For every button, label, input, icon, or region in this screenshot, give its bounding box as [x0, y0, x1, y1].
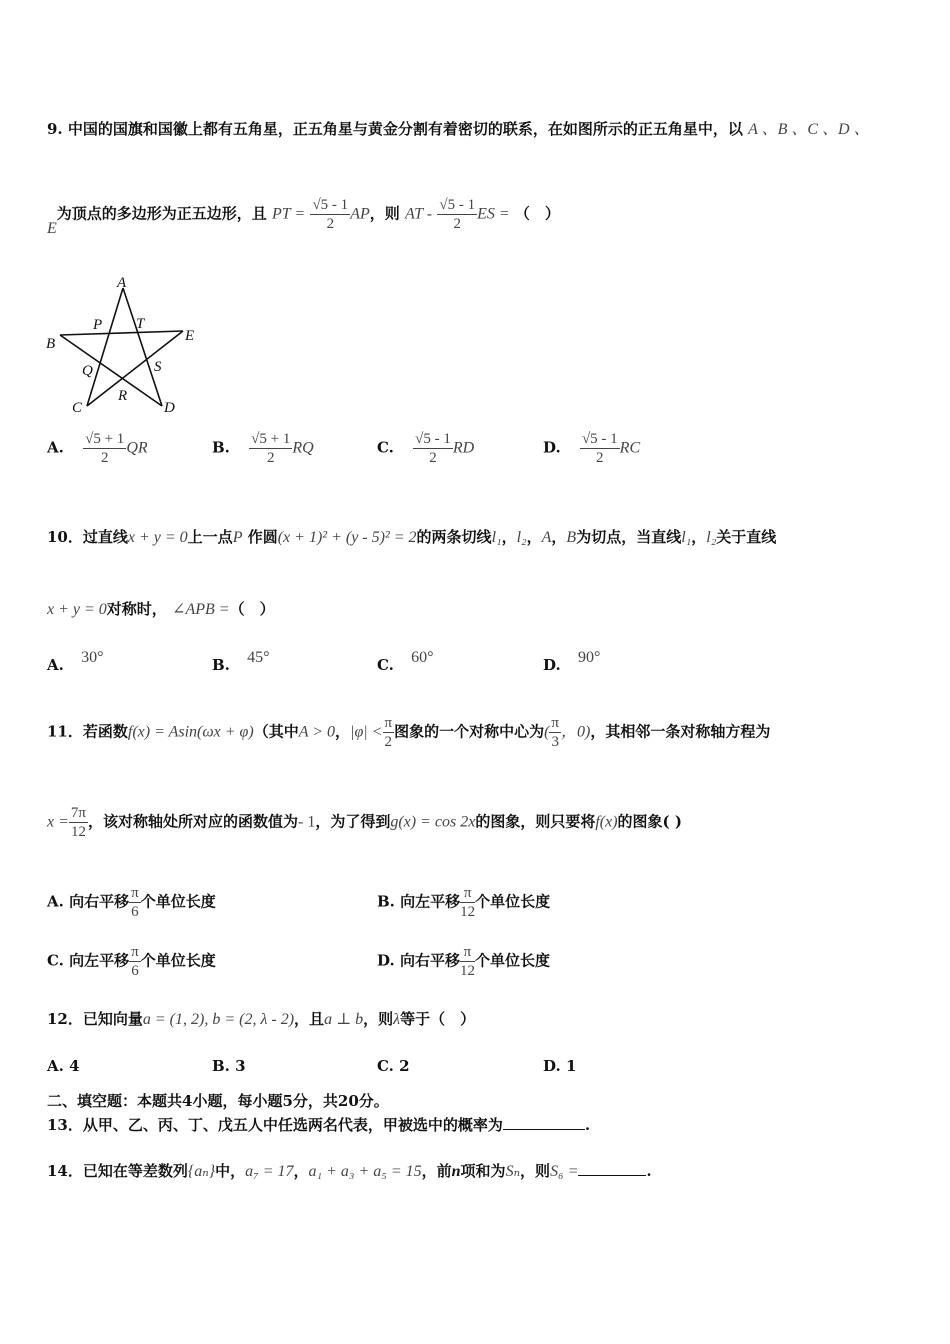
q11-option-d[interactable]: D. 向右平移 $\frac{\pi}{12}$ 个单位长度: [377, 944, 550, 979]
q9-frac-2: $\frac{√5 - 1}{2}$: [439, 197, 476, 232]
q11-option-b[interactable]: B. 向左平移 $\frac{\pi}{12}$ 个单位长度: [377, 885, 551, 920]
q9-option-b[interactable]: B. $\frac{√5 + 1}{2}$ RQ: [212, 431, 314, 466]
label-c: C: [72, 400, 83, 416]
label-t: T: [136, 316, 145, 332]
q11-line1: 11．若函数f(x) = Asin(ωx + φ)（其中A > 0，|φ| < $\frac{\pi}{2}$ 图象的一个对称中心为( $\frac{\pi}{3}$ ，0)，其相邻一条对称轴方程为: [47, 715, 771, 750]
q11-option-a[interactable]: A. 向右平移 $\frac{\pi}{6}$ 个单位长度: [47, 885, 216, 920]
label-p: P: [93, 317, 103, 333]
pentagram-figure: [40, 272, 210, 418]
q14-line: 14．已知在等差数列{aₙ}中，a₇ = 17，a₁ + a₃ + a₅ = 15，前n项和为Sₙ，则S₆ = .: [47, 1162, 652, 1180]
q11-line2: x = $\frac{7\pi}{12}$ ，该对称轴处所对应的函数值为- 1，为了得到g(x) = cos 2x的图象，则只要将f(x)的图象( ): [47, 805, 682, 840]
q11-option-c[interactable]: C. 向左平移 $\frac{\pi}{6}$ 个单位长度: [47, 944, 216, 979]
star-edge-bd: [60, 335, 162, 406]
q9-vertices: A 、B 、C 、D 、: [748, 121, 870, 138]
q12-option-c[interactable]: C. 2: [377, 1057, 410, 1075]
q9-line2: E为顶点的多边形为正五边形，且 PT = $\frac{√5 - 1}{2}$ AP，则 AT - $\frac{√5 - 1}{2}$ ES = （ ）: [47, 197, 560, 237]
q10-option-d[interactable]: D. 90°: [543, 649, 601, 674]
star-edge-be: [60, 331, 183, 335]
section-fill-in-title: 二、填空题：本题共4小题，每小题5分，共20分。: [47, 1092, 389, 1110]
star-edge-ec: [87, 331, 183, 406]
q13-line: 13．从甲、乙、丙、丁、戊五人中任选两名代表，甲被选中的概率为 .: [47, 1116, 591, 1134]
q9-option-a[interactable]: A. $\frac{√5 + 1}{2}$ QR: [47, 431, 148, 466]
star-edge-ad: [123, 288, 162, 406]
label-e: E: [185, 328, 195, 344]
q12-option-d[interactable]: D. 1: [543, 1057, 577, 1075]
label-r: R: [118, 388, 128, 404]
label-a: A: [117, 275, 127, 291]
q10-line2: x + y = 0对称时， ∠APB =（ ）: [47, 600, 275, 618]
q9-line1: 9. 中国的国旗和国徽上都有五角星，正五角星与黄金分割有着密切的联系，在如图所示的正五角星中，以 A 、B 、C 、D 、: [47, 120, 870, 138]
label-q: Q: [82, 363, 93, 379]
label-s: S: [154, 359, 162, 375]
q14-answer-blank[interactable]: [578, 1161, 646, 1176]
q10-option-c[interactable]: C. 60°: [377, 649, 434, 674]
label-b: B: [46, 336, 56, 352]
label-d: D: [164, 400, 175, 416]
q10-option-b[interactable]: B. 45°: [212, 649, 270, 674]
q12-option-b[interactable]: B. 3: [212, 1057, 246, 1075]
q12-line: 12．已知向量a = (1, 2), b = (2, λ - 2)，且a ⊥ b，则λ等于（ ）: [47, 1010, 476, 1028]
q10-option-a[interactable]: A. 30°: [47, 649, 104, 674]
q9-frac-1: $\frac{√5 - 1}{2}$: [312, 197, 349, 232]
q13-answer-blank[interactable]: [503, 1115, 585, 1130]
q12-option-a[interactable]: A. 4: [47, 1057, 80, 1075]
q10-line1: 10．过直线x + y = 0上一点P 作圆(x + 1)² + (y - 5)² = 2的两条切线l₁，l₂，A，B为切点，当直线l₁，l₂关于直线: [47, 528, 777, 546]
q9-option-c[interactable]: C. $\frac{√5 - 1}{2}$ RD: [377, 431, 475, 466]
q9-option-d[interactable]: D. $\frac{√5 - 1}{2}$ RC: [543, 431, 641, 466]
